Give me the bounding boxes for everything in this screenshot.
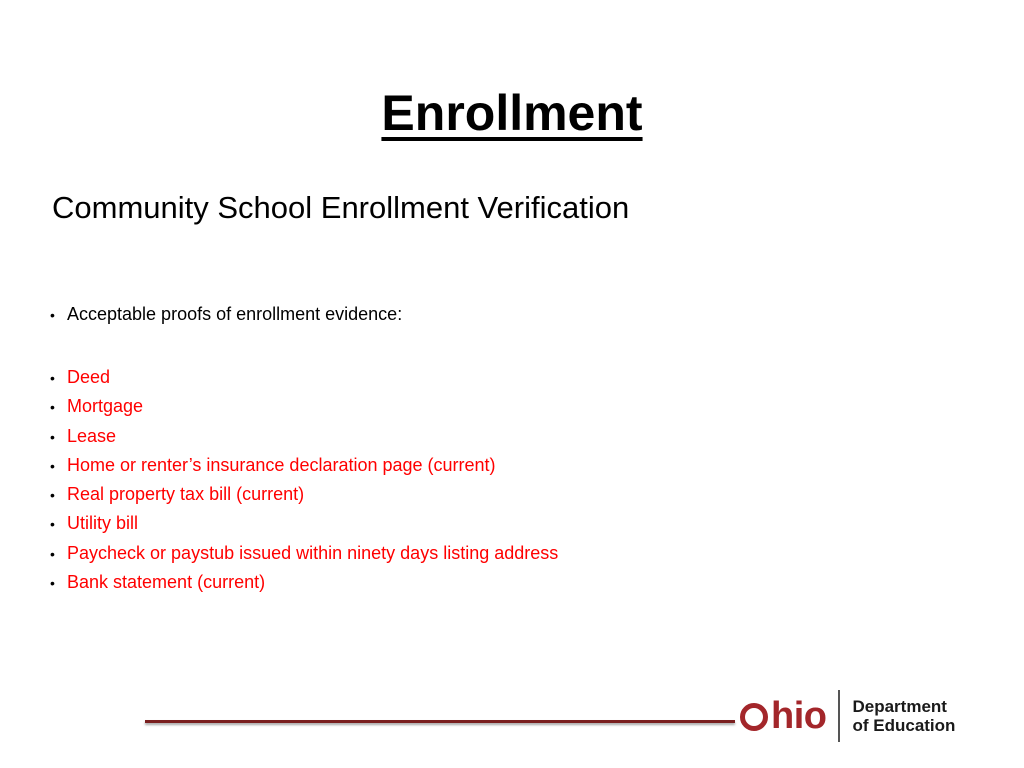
list-item bbox=[50, 480, 558, 509]
proof-bank-statement: Bank statement (current) bbox=[67, 572, 266, 593]
slide-subtitle: Community School Enrollment Verification bbox=[52, 190, 630, 225]
ohio-o-ring-icon bbox=[740, 703, 768, 731]
bullet-icon: • bbox=[50, 487, 55, 504]
bullet-icon: • bbox=[50, 307, 55, 323]
list-item bbox=[50, 422, 558, 451]
slide-title-text: Enrollment bbox=[381, 85, 643, 141]
bullet-icon: • bbox=[50, 575, 55, 592]
list-item bbox=[50, 451, 558, 480]
intro-list bbox=[50, 303, 402, 326]
list-item bbox=[50, 392, 558, 421]
bullet-icon: • bbox=[50, 428, 55, 445]
proof-insurance: Home or renter’s insurance declaration page (current) bbox=[67, 454, 496, 475]
proof-deed: Deed bbox=[67, 367, 111, 387]
department-name bbox=[852, 697, 955, 735]
list-item bbox=[50, 568, 558, 597]
bullet-icon: • bbox=[50, 516, 55, 533]
list-item bbox=[50, 539, 558, 568]
logo-divider bbox=[838, 690, 840, 742]
ohio-wordmark bbox=[740, 695, 826, 738]
bullet-icon: • bbox=[50, 457, 55, 474]
bullet-icon: • bbox=[50, 399, 55, 416]
bullet-icon: • bbox=[50, 545, 55, 562]
proof-utility-bill: Utility bill bbox=[67, 513, 139, 534]
department-line-2: of Education bbox=[852, 716, 956, 735]
list-item bbox=[50, 303, 402, 326]
slide-title bbox=[0, 85, 1024, 141]
list-item bbox=[50, 363, 558, 392]
list-item bbox=[50, 509, 558, 538]
proofs-list bbox=[50, 363, 558, 597]
ohio-education-logo bbox=[740, 688, 955, 744]
proof-tax-bill: Real property tax bill (current) bbox=[67, 484, 305, 505]
proof-paycheck: Paycheck or paystub issued within ninety days listing address bbox=[67, 542, 559, 563]
department-line-1: Department bbox=[852, 697, 947, 716]
ohio-wordmark-text: hio bbox=[771, 694, 827, 737]
proof-lease: Lease bbox=[67, 425, 117, 446]
intro-text: Acceptable proofs of enrollment evidence: bbox=[67, 304, 403, 324]
proof-mortgage: Mortgage bbox=[67, 396, 144, 417]
bullet-icon: • bbox=[50, 370, 55, 386]
footer-divider bbox=[145, 720, 735, 723]
